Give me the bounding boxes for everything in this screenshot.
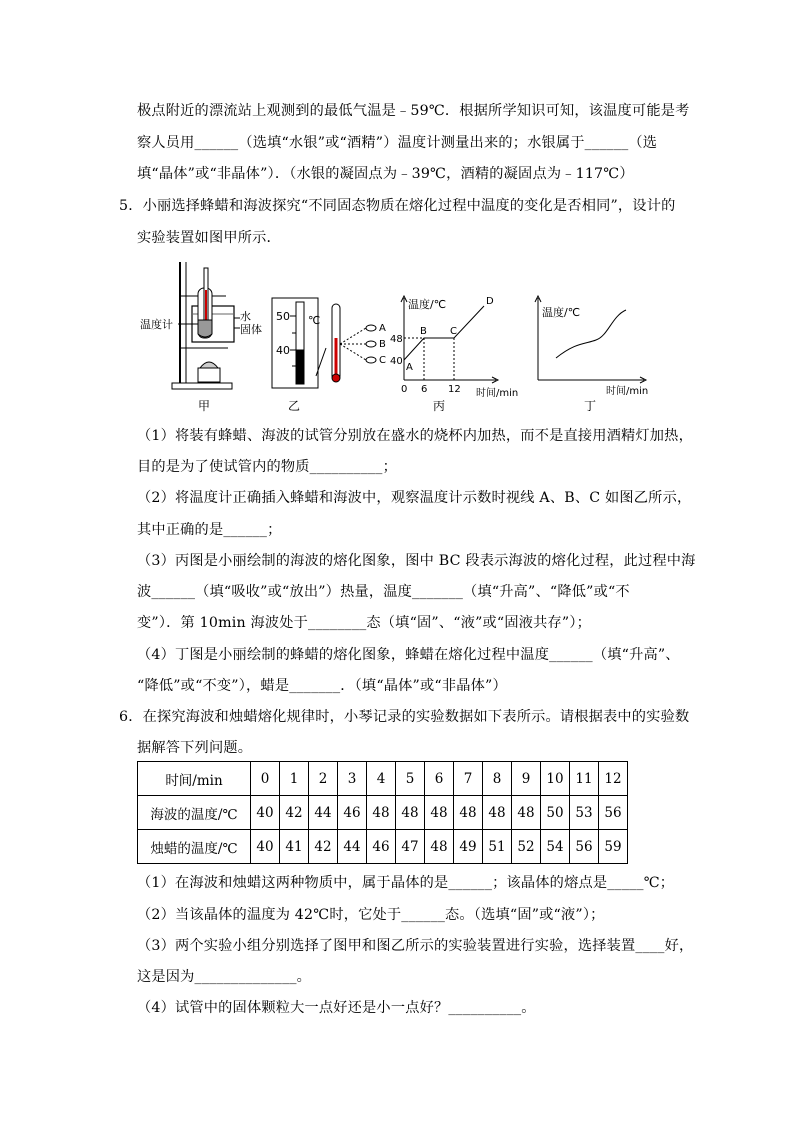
table-cell: 40 — [251, 830, 280, 864]
table-cell: 44 — [338, 830, 367, 864]
table-cell: 42 — [309, 830, 338, 864]
graph-bing-tick-48: 48 — [390, 334, 403, 345]
table-cell: 52 — [512, 830, 541, 864]
sub-question-2: （2）当该晶体的温度为 42℃时，它处于______态。（选填“固”或“液”）； — [137, 907, 605, 923]
label-solid: 固体 — [240, 323, 262, 336]
table-cell: 7 — [454, 762, 483, 796]
graph-bing-point-a: A — [406, 362, 413, 373]
data-table — [137, 761, 628, 864]
graph-bing-tick-6: 6 — [421, 384, 428, 395]
table-cell: 6 — [425, 762, 454, 796]
caption-ding: 丁 — [584, 399, 597, 413]
unit-celsius: ℃ — [308, 314, 321, 327]
figure-svg — [128, 258, 668, 418]
table-cell: 48 — [512, 796, 541, 830]
part-2-line-1: （2）将温度计正确插入蜂蜡和海波中，观察温度计示数时视线 A、B、C 如图乙所示， — [137, 490, 692, 506]
graph-bing-xlabel: 时间/min — [476, 388, 519, 399]
part-2-line-2: 其中正确的是______； — [137, 522, 282, 538]
table-cell: 48 — [454, 796, 483, 830]
table-cell: 47 — [396, 830, 425, 864]
caption-bing: 丙 — [433, 399, 446, 413]
table-cell: 54 — [541, 830, 570, 864]
sub-question-3-line-1: （3）两个实验小组分别选择了图甲和图乙所示的实验装置进行实验，选择装置____好， — [137, 938, 694, 954]
table-cell: 3 — [338, 762, 367, 796]
table-row — [138, 762, 628, 796]
table-cell: 42 — [280, 796, 309, 830]
table-cell: 8 — [483, 762, 512, 796]
graph-bing-ylabel: 温度/℃ — [408, 298, 447, 311]
table-cell: 4 — [367, 762, 396, 796]
table-cell: 48 — [396, 796, 425, 830]
table-cell: 48 — [425, 796, 454, 830]
sub-question-1: （1）在海波和烛蜡这两种物质中，属于晶体的是______；该晶体的熔点是_____℃； — [137, 875, 675, 891]
table-cell: 48 — [367, 796, 396, 830]
sub-question-4: （4）试管中的固体颗粒大一点好还是小一点好？__________。 — [137, 1000, 536, 1016]
label-thermometer: 温度计 — [140, 318, 173, 331]
apparatus-jia — [172, 262, 240, 389]
table-cell: 9 — [512, 762, 541, 796]
table-cell: 41 — [280, 830, 309, 864]
graph-bing-tick-12: 12 — [448, 384, 461, 395]
part-1-line-2: 目的是为了使试管内的物质__________； — [137, 459, 397, 475]
table-cell: 48 — [483, 796, 512, 830]
experiment-figure — [128, 258, 668, 418]
table-cell: 46 — [338, 796, 367, 830]
graph-bing-point-b: B — [420, 326, 427, 337]
table-cell: 56 — [570, 830, 599, 864]
scale-label-50: 50 — [276, 310, 290, 323]
graph-ding-xlabel: 时间/min — [606, 386, 649, 397]
text-line-2: 察人员用______（选填“水银”或“酒精”）温度计测量出来的；水银属于______（选 — [137, 135, 658, 151]
table-cell: 49 — [454, 830, 483, 864]
sub-question-3-line-2: 这是因为______________。 — [137, 969, 312, 985]
table-cell: 2 — [309, 762, 338, 796]
label-water: 水 — [240, 310, 251, 323]
sight-label-b: B — [379, 339, 386, 350]
graph-bing-point-c: C — [450, 326, 457, 337]
table-cell: 46 — [367, 830, 396, 864]
question-5-line-2: 实验装置如图甲所示． — [137, 230, 281, 246]
table-cell: 10 — [541, 762, 570, 796]
table-cell: 5 — [396, 762, 425, 796]
table-cell: 40 — [251, 796, 280, 830]
part-4-line-1: （4）丁图是小丽绘制的蜂蜡的熔化图象，蜂蜡在熔化过程中温度______（填“升高”、 — [137, 647, 680, 663]
graph-bing-tick-40: 40 — [390, 356, 403, 367]
table-row-label: 烛蜡的温度/℃ — [138, 830, 251, 864]
table-cell: 56 — [599, 796, 628, 830]
table-cell: 1 — [280, 762, 309, 796]
table-cell: 11 — [570, 762, 599, 796]
question-6-line-2: 据解答下列问题。 — [137, 740, 253, 756]
question-6-line-1: 6．在探究海波和烛蜡熔化规律时，小琴记录的实验数据如下表所示。请根据表中的实验数 — [119, 709, 690, 725]
part-4-line-2: “降低”或“不变”），蜡是_______．（填“晶体”或“非晶体”） — [137, 678, 507, 694]
sight-label-c: C — [379, 355, 386, 366]
text-line-1: 极点附近的漂流站上观测到的最低气温是﹣59℃．根据所学知识可知，该温度可能是考 — [137, 103, 690, 119]
table-row — [138, 830, 628, 864]
sight-label-a: A — [379, 323, 386, 334]
graph-bing-point-d: D — [486, 296, 494, 307]
table-cell: 59 — [599, 830, 628, 864]
caption-yi: 乙 — [288, 399, 301, 413]
graph-ding-ylabel: 温度/℃ — [542, 306, 581, 319]
text-line-3: 填“晶体”或“非晶体”）．（水银的凝固点为﹣39℃，酒精的凝固点为﹣117℃） — [137, 166, 634, 182]
table-cell: 50 — [541, 796, 570, 830]
part-3-line-1: （3）丙图是小丽绘制的海波的熔化图象，图中 BC 段表示海波的熔化过程，此过程中海 — [137, 553, 696, 569]
table-row-label: 海波的温度/℃ — [138, 796, 251, 830]
question-5-line-1: 5．小丽选择蜂蜡和海波探究“不同固态物质在熔化过程中温度的变化是否相同”，设计的 — [119, 198, 676, 214]
table-cell: 53 — [570, 796, 599, 830]
table-row — [138, 796, 628, 830]
part-1-line-1: （1）将装有蜂蜡、海波的试管分别放在盛水的烧杯内加热，而不是直接用酒精灯加热， — [137, 428, 693, 444]
table-header-label: 时间/min — [138, 762, 251, 796]
scale-label-40: 40 — [276, 344, 290, 357]
table-cell: 48 — [425, 830, 454, 864]
graph-bing-tick-0: 0 — [401, 384, 408, 395]
part-3-line-3: 变”）．第 10min 海波处于________态（填“固”、“液”或“固液共存”）； — [137, 615, 592, 631]
table-cell: 12 — [599, 762, 628, 796]
table-cell: 51 — [483, 830, 512, 864]
caption-jia: 甲 — [198, 399, 211, 413]
part-3-line-2: 波______（填“吸收”或“放出”）热量，温度_______（填“升高”、“降低”或“不 — [137, 584, 630, 600]
table-cell: 44 — [309, 796, 338, 830]
table-cell: 0 — [251, 762, 280, 796]
